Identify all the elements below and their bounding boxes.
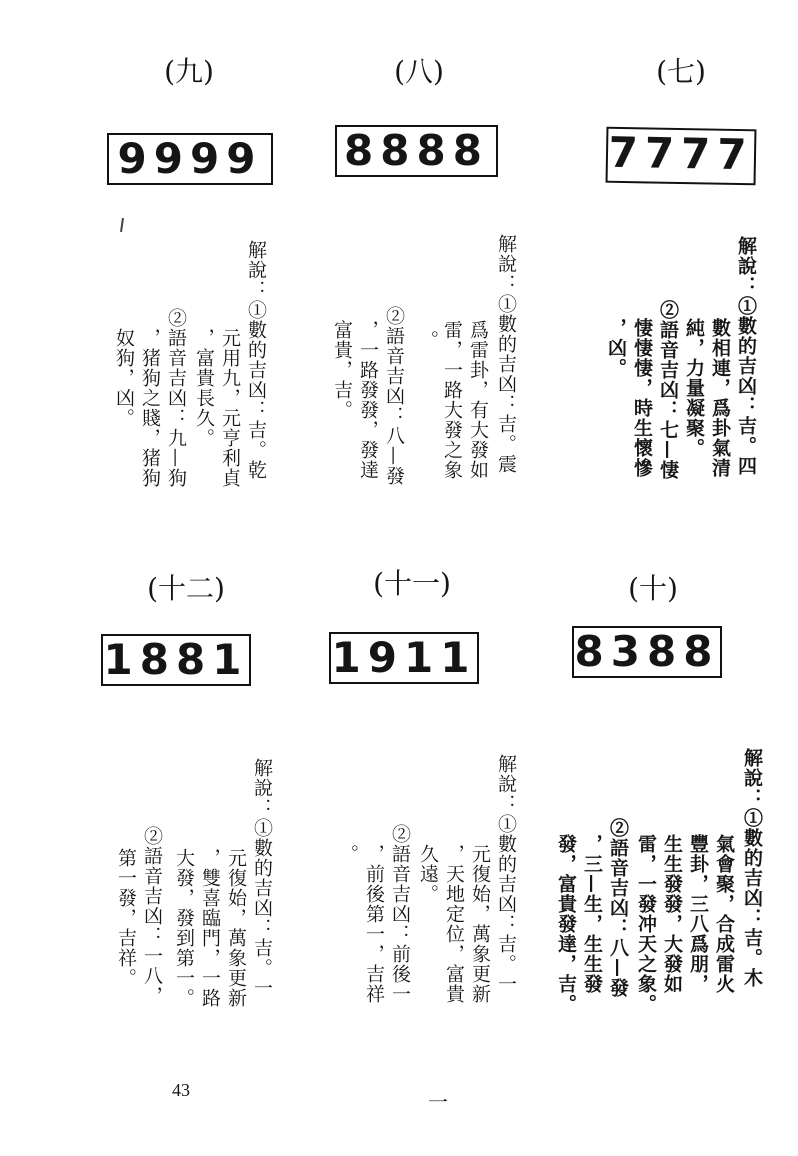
text-column: 爲雷卦，有大發如 — [467, 320, 489, 480]
text-column: ②語音吉凶：前後一 — [389, 824, 411, 1004]
heading-eleven: (十一) — [373, 567, 451, 600]
number-box-9999: 9999 — [107, 133, 273, 185]
number-box-8388: 8388 — [572, 626, 722, 678]
text-column: ②語音吉凶：九—狗 — [165, 308, 187, 488]
heading-nine: (九) — [164, 55, 214, 88]
text-column: ，前後第一，吉祥 — [363, 844, 385, 1004]
text-column: 解說：①數的吉凶：吉。一 — [251, 758, 273, 998]
text-column: 大發，發到第一。 — [173, 848, 195, 1008]
text-column: 氣會聚，合成雷火 — [713, 834, 735, 994]
heading-ten: (十) — [628, 572, 678, 605]
text-column: 元復始，萬象更新 — [225, 848, 247, 1008]
text-column: ，猪狗之賤，猪狗 — [139, 328, 161, 488]
page-number: 43 — [172, 1080, 190, 1100]
text-column: ②語音吉凶：八—發 — [607, 818, 629, 998]
footer-mark: 一 — [428, 1090, 448, 1114]
text-column: 第一發，吉祥。 — [115, 848, 137, 988]
text-column: ②語音吉凶：八—發 — [383, 306, 405, 486]
text-column: 發，富貴發達，吉。 — [555, 834, 577, 1014]
text-column: 解說：①數的吉凶：吉。四 — [735, 236, 757, 476]
number-box-1911: 1911 — [329, 632, 479, 684]
text-column: 久遠。 — [417, 844, 439, 904]
text-column: 解說：①數的吉凶：吉。震 — [495, 234, 517, 474]
text-column: 解說：①數的吉凶：吉。木 — [741, 748, 763, 988]
text-column: 悽悽悽，時生懷慘 — [631, 318, 653, 478]
text-column: 解說：①數的吉凶：吉。一 — [495, 754, 517, 994]
text-column: ，富貴長久。 — [193, 328, 215, 448]
text-column: ②語音吉凶：一八， — [141, 826, 163, 1006]
text-column: ，一路發發，發達 — [357, 320, 379, 480]
text-column: 解說：①數的吉凶：吉。乾 — [245, 240, 267, 480]
heading-twelve: (十二) — [147, 572, 225, 605]
text-column: 奴狗，凶。 — [113, 328, 135, 428]
number-box-7777: 7777 — [606, 127, 757, 186]
text-column: ，雙喜臨門，一路 — [199, 848, 221, 1008]
text-column: 元復始，萬象更新 — [469, 844, 491, 1004]
text-column: 生生發發，大發如 — [661, 834, 683, 994]
text-column: ，三—生，生生發 — [581, 834, 603, 994]
text-column: 。 — [337, 844, 359, 864]
text-column: 數相連，爲卦氣清 — [709, 318, 731, 478]
number-box-8888: 8888 — [335, 125, 498, 177]
scan-speck — [120, 218, 124, 232]
text-column: 純，力量凝聚。 — [683, 318, 705, 458]
heading-eight: (八) — [394, 55, 444, 88]
text-column: 富貴，吉。 — [331, 320, 353, 420]
text-column: 雷，一發冲天之象。 — [635, 834, 657, 1014]
text-column: 。 — [417, 330, 439, 350]
text-column: ，凶。 — [605, 318, 627, 378]
text-column: 雷，一路大發之象 — [441, 320, 463, 480]
heading-seven: (七) — [656, 55, 706, 88]
text-column: ②語音吉凶：七—悽 — [657, 300, 679, 480]
text-column: 元用九，元亨利貞 — [219, 328, 241, 488]
number-box-1881: 1881 — [101, 634, 251, 686]
text-column: 豐卦，三八爲朋， — [687, 834, 709, 994]
text-column: ，天地定位，富貴 — [443, 844, 465, 1004]
